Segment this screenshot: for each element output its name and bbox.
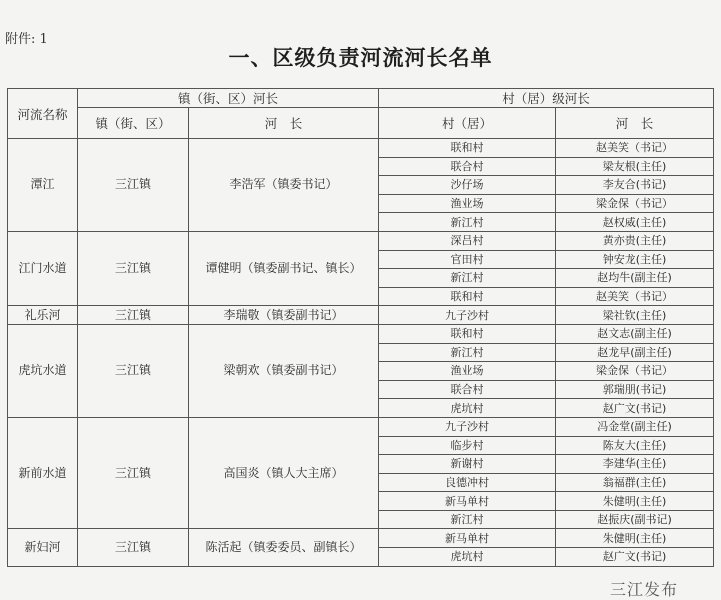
village-cell: 新江村: [379, 269, 556, 288]
table-row: [8, 417, 714, 436]
header-village: 村（居）: [379, 108, 556, 139]
table-row: [8, 306, 714, 325]
village-cell: 九子沙村: [379, 306, 556, 325]
village-cell: 官田村: [379, 250, 556, 269]
village-chief-cell: 赵文志(副主任): [556, 324, 714, 343]
town-cell: 三江镇: [78, 417, 189, 529]
village-cell: 联合村: [379, 380, 556, 399]
village-cell: 新江村: [379, 213, 556, 232]
village-chief-cell: 陈友大(主任): [556, 436, 714, 455]
river-name-cell: 新前水道: [8, 417, 78, 529]
village-cell: 新谢村: [379, 455, 556, 474]
header-town-group: 镇（街、区）河长: [78, 89, 379, 108]
header-river-name: 河流名称: [8, 89, 78, 139]
village-chief-cell: 李建华(主任): [556, 455, 714, 474]
village-cell: 联合村: [379, 157, 556, 176]
town-chief-cell: 李浩军（镇委书记）: [189, 139, 379, 232]
village-cell: 九子沙村: [379, 417, 556, 436]
village-chief-cell: 黄亦贵(主任): [556, 231, 714, 250]
watermark: 三江发布: [610, 580, 679, 599]
table-row: [8, 231, 714, 250]
village-chief-cell: 郭瑞朋(书记): [556, 380, 714, 399]
river-name-cell: 江门水道: [8, 231, 78, 305]
village-chief-cell: 赵权威(主任): [556, 213, 714, 232]
village-cell: 渔业场: [379, 194, 556, 213]
village-chief-cell: 朱健明(主任): [556, 529, 714, 548]
village-chief-cell: 钟安龙(主任): [556, 250, 714, 269]
river-name-cell: 虎坑水道: [8, 324, 78, 417]
town-chief-cell: 谭健明（镇委副书记、镇长）: [189, 231, 379, 305]
town-chief-cell: 梁朝欢（镇委副书记）: [189, 324, 379, 417]
village-chief-cell: 梁金保（书记）: [556, 194, 714, 213]
village-cell: 虎坑村: [379, 399, 556, 418]
table-row: [8, 139, 714, 158]
village-chief-cell: 梁友根(主任): [556, 157, 714, 176]
village-chief-cell: 翁福群(主任): [556, 473, 714, 492]
village-cell: 新马单村: [379, 529, 556, 548]
village-chief-cell: 朱健明(主任): [556, 492, 714, 511]
river-name-cell: 礼乐河: [8, 306, 78, 325]
village-chief-cell: 赵美笑（书记）: [556, 287, 714, 306]
village-chief-cell: 赵广文(书记): [556, 548, 714, 567]
town-chief-cell: 高国炎（镇人大主席）: [189, 417, 379, 529]
village-cell: 临步村: [379, 436, 556, 455]
town-chief-cell: 陈活起（镇委委员、副镇长）: [189, 529, 379, 566]
header-town: 镇（街、区）: [78, 108, 189, 139]
river-name-cell: 新妇河: [8, 529, 78, 566]
village-cell: 联和村: [379, 324, 556, 343]
river-name-cell: 潭江: [8, 139, 78, 232]
village-chief-cell: 赵广文(书记): [556, 399, 714, 418]
village-chief-cell: 赵均牛(副主任): [556, 269, 714, 288]
village-cell: 新江村: [379, 343, 556, 362]
village-cell: 渔业场: [379, 362, 556, 381]
village-cell: 深吕村: [379, 231, 556, 250]
table-row: [8, 529, 714, 548]
town-cell: 三江镇: [78, 529, 189, 566]
village-cell: 联和村: [379, 287, 556, 306]
page-title: 一、区级负责河流河长名单: [228, 46, 493, 70]
header-village-chief: 河 长: [556, 108, 714, 139]
town-cell: 三江镇: [78, 306, 189, 325]
village-cell: 沙仔场: [379, 176, 556, 195]
village-chief-cell: 李友合(书记): [556, 176, 714, 195]
table-row: [8, 324, 714, 343]
village-cell: 联和村: [379, 139, 556, 158]
town-cell: 三江镇: [78, 139, 189, 232]
header-town-chief: 河 长: [189, 108, 379, 139]
town-chief-cell: 李瑞敬（镇委副书记）: [189, 306, 379, 325]
village-chief-cell: 赵振庆(副书记): [556, 510, 714, 529]
village-cell: 良德冲村: [379, 473, 556, 492]
village-chief-cell: 赵龙早(副主任): [556, 343, 714, 362]
village-chief-cell: 冯金堂(副主任): [556, 417, 714, 436]
village-cell: 新马单村: [379, 492, 556, 511]
town-cell: 三江镇: [78, 231, 189, 305]
village-chief-cell: 赵美笑（书记）: [556, 139, 714, 158]
header-village-group: 村（居）级河长: [379, 89, 714, 108]
village-chief-cell: 梁金保（书记）: [556, 362, 714, 381]
village-cell: 新江村: [379, 510, 556, 529]
town-cell: 三江镇: [78, 324, 189, 417]
attachment-label: 附件: 1: [5, 32, 48, 47]
river-chief-table: [7, 88, 714, 567]
village-chief-cell: 梁社钦(主任): [556, 306, 714, 325]
village-cell: 虎坑村: [379, 548, 556, 567]
